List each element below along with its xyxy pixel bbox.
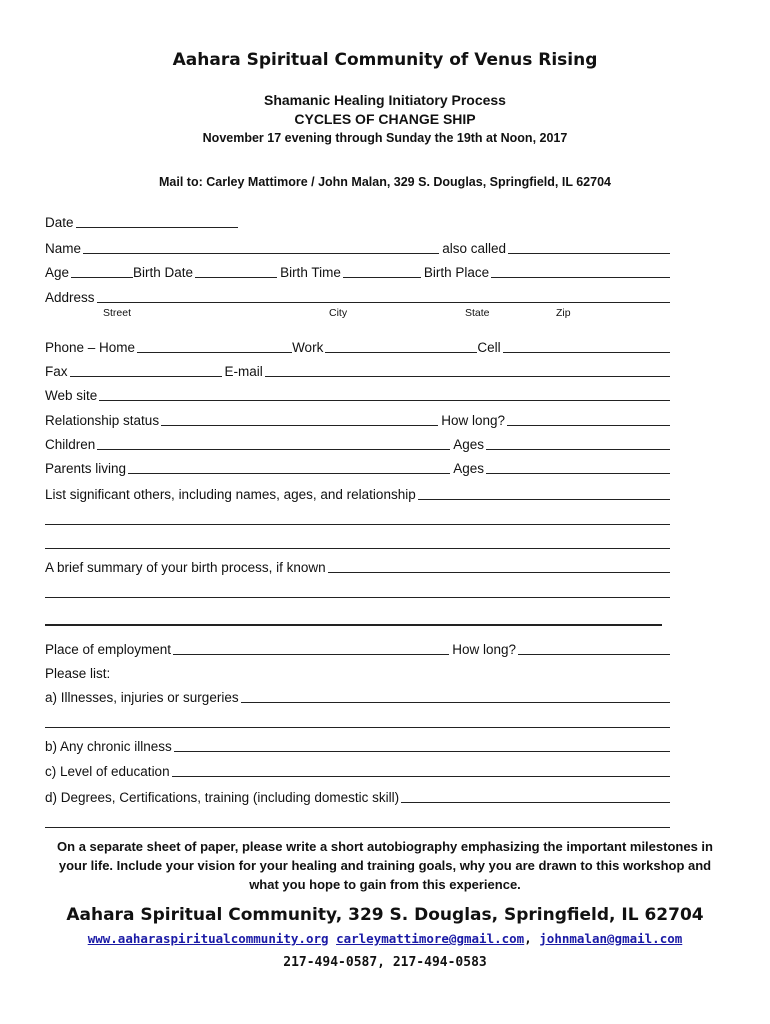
relationship-status-label: Relationship status bbox=[45, 413, 160, 428]
website-link[interactable]: www.aaharaspiritualcommunity.org bbox=[87, 931, 329, 946]
chronic-illness-label: b) Any chronic illness bbox=[45, 739, 172, 754]
chronic-illness-row bbox=[45, 736, 670, 754]
footer-phone-numbers: 217-494-0587, 217-494-0583 bbox=[283, 955, 487, 970]
birth-time-field[interactable] bbox=[343, 264, 421, 278]
employment-row bbox=[45, 639, 670, 657]
illnesses-field[interactable] bbox=[241, 689, 670, 703]
address-field[interactable] bbox=[97, 289, 670, 303]
state-label: State bbox=[465, 307, 490, 319]
date-field[interactable] bbox=[76, 214, 238, 228]
chronic-illness-field[interactable] bbox=[174, 738, 670, 752]
birth-time-label: Birth Time bbox=[280, 265, 341, 280]
parents-living-field[interactable] bbox=[128, 460, 450, 474]
birth-process-line-2[interactable] bbox=[45, 597, 670, 598]
birth-process-row bbox=[45, 557, 670, 575]
degrees-line-2[interactable] bbox=[45, 827, 670, 828]
degrees-label: d) Degrees, Certifications, training (including domestic skill) bbox=[45, 790, 400, 805]
parents-living-label: Parents living bbox=[45, 461, 127, 476]
birth-place-label: Birth Place bbox=[423, 265, 490, 280]
address-sublabels bbox=[0, 307, 770, 321]
autobiography-instructions: On a separate sheet of paper, please write a short autobiography emphasizing the important milestones in your life. Include your vision for your healing and training goals, why you are drawn to this workshop and what you hope to gain from this experience. bbox=[57, 839, 713, 892]
birth-process-line-3[interactable] bbox=[45, 624, 662, 626]
name-row bbox=[45, 238, 670, 256]
education-label: c) Level of education bbox=[45, 764, 170, 779]
footer-links bbox=[0, 931, 770, 946]
birth-date-label: Birth Date bbox=[133, 265, 194, 280]
relationship-how-long-label: How long? bbox=[441, 413, 505, 428]
children-ages-field[interactable] bbox=[486, 436, 670, 450]
illnesses-label: a) Illnesses, injuries or surgeries bbox=[45, 690, 239, 705]
process-title: Shamanic Healing Initiatory Process bbox=[264, 92, 506, 108]
education-field[interactable] bbox=[172, 763, 670, 777]
address-label: Address bbox=[45, 290, 95, 305]
street-label: Street bbox=[103, 307, 132, 319]
birth-process-field[interactable] bbox=[328, 559, 670, 573]
cell-field[interactable] bbox=[503, 339, 670, 353]
website-label: Web site bbox=[45, 388, 98, 403]
website-row bbox=[45, 385, 670, 403]
employment-how-long-field[interactable] bbox=[518, 641, 670, 655]
children-label: Children bbox=[45, 437, 96, 452]
mailing-address: Mail to: Carley Mattimore / John Malan, 329 S. Douglas, Springfield, IL 62704 bbox=[159, 175, 611, 189]
significant-others-field[interactable] bbox=[418, 486, 670, 500]
also-called-label: also called bbox=[442, 241, 506, 256]
birth-process-label: A brief summary of your birth process, if known bbox=[45, 560, 326, 575]
place-of-employment-field[interactable] bbox=[173, 641, 449, 655]
illnesses-line-2[interactable] bbox=[45, 727, 670, 728]
age-label: Age bbox=[45, 265, 70, 280]
fax-label: Fax bbox=[45, 364, 68, 379]
phone-home-label: Phone – Home bbox=[45, 340, 136, 355]
event-dates: November 17 evening through Sunday the 19th at Noon, 2017 bbox=[202, 131, 568, 145]
cell-label: Cell bbox=[477, 340, 501, 355]
date-row bbox=[45, 212, 670, 230]
website-field[interactable] bbox=[99, 387, 670, 401]
zip-label: Zip bbox=[556, 307, 571, 319]
parents-ages-label: Ages bbox=[453, 461, 484, 476]
education-row bbox=[45, 761, 670, 779]
work-field[interactable] bbox=[325, 339, 477, 353]
work-label: Work bbox=[292, 340, 324, 355]
significant-others-row bbox=[45, 484, 670, 502]
significant-others-line-3[interactable] bbox=[45, 548, 670, 549]
please-list-row bbox=[45, 663, 670, 681]
illnesses-row bbox=[45, 687, 670, 705]
birth-row bbox=[45, 262, 670, 280]
relationship-status-field[interactable] bbox=[161, 412, 438, 426]
name-label: Name bbox=[45, 241, 82, 256]
also-called-field[interactable] bbox=[508, 240, 670, 254]
email-link-john[interactable]: johnmalan@gmail.com bbox=[539, 931, 683, 946]
city-label: City bbox=[329, 307, 348, 319]
phone-home-field[interactable] bbox=[137, 339, 292, 353]
birth-date-field[interactable] bbox=[195, 264, 277, 278]
fax-row bbox=[45, 361, 670, 379]
footer-organization-address: Aahara Spiritual Community, 329 S. Douglas, Springfield, IL 62704 bbox=[66, 905, 704, 925]
degrees-row bbox=[45, 787, 670, 805]
link-separator: , bbox=[524, 931, 532, 946]
name-field[interactable] bbox=[83, 240, 439, 254]
parents-row bbox=[45, 458, 670, 476]
significant-others-line-2[interactable] bbox=[45, 524, 670, 525]
relationship-row bbox=[45, 410, 670, 428]
children-row bbox=[45, 434, 670, 452]
address-row bbox=[45, 287, 670, 305]
birth-place-field[interactable] bbox=[491, 264, 670, 278]
fax-field[interactable] bbox=[70, 363, 222, 377]
children-ages-label: Ages bbox=[453, 437, 484, 452]
email-label: E-mail bbox=[224, 364, 263, 379]
degrees-field[interactable] bbox=[401, 789, 670, 803]
organization-title: Aahara Spiritual Community of Venus Rising bbox=[172, 50, 598, 70]
phone-row bbox=[45, 337, 670, 355]
employment-how-long-label: How long? bbox=[452, 642, 516, 657]
place-of-employment-label: Place of employment bbox=[45, 642, 172, 657]
significant-others-label: List significant others, including names, ages, and relationship bbox=[45, 487, 416, 502]
email-field[interactable] bbox=[265, 363, 670, 377]
relationship-how-long-field[interactable] bbox=[507, 412, 670, 426]
program-title: CYCLES OF CHANGE SHIP bbox=[294, 111, 476, 127]
age-field[interactable] bbox=[71, 264, 133, 278]
parents-ages-field[interactable] bbox=[486, 460, 670, 474]
email-link-carley[interactable]: carleymattimore@gmail.com bbox=[336, 931, 525, 946]
children-field[interactable] bbox=[97, 436, 450, 450]
date-label: Date bbox=[45, 215, 74, 230]
please-list-label: Please list: bbox=[45, 666, 111, 681]
